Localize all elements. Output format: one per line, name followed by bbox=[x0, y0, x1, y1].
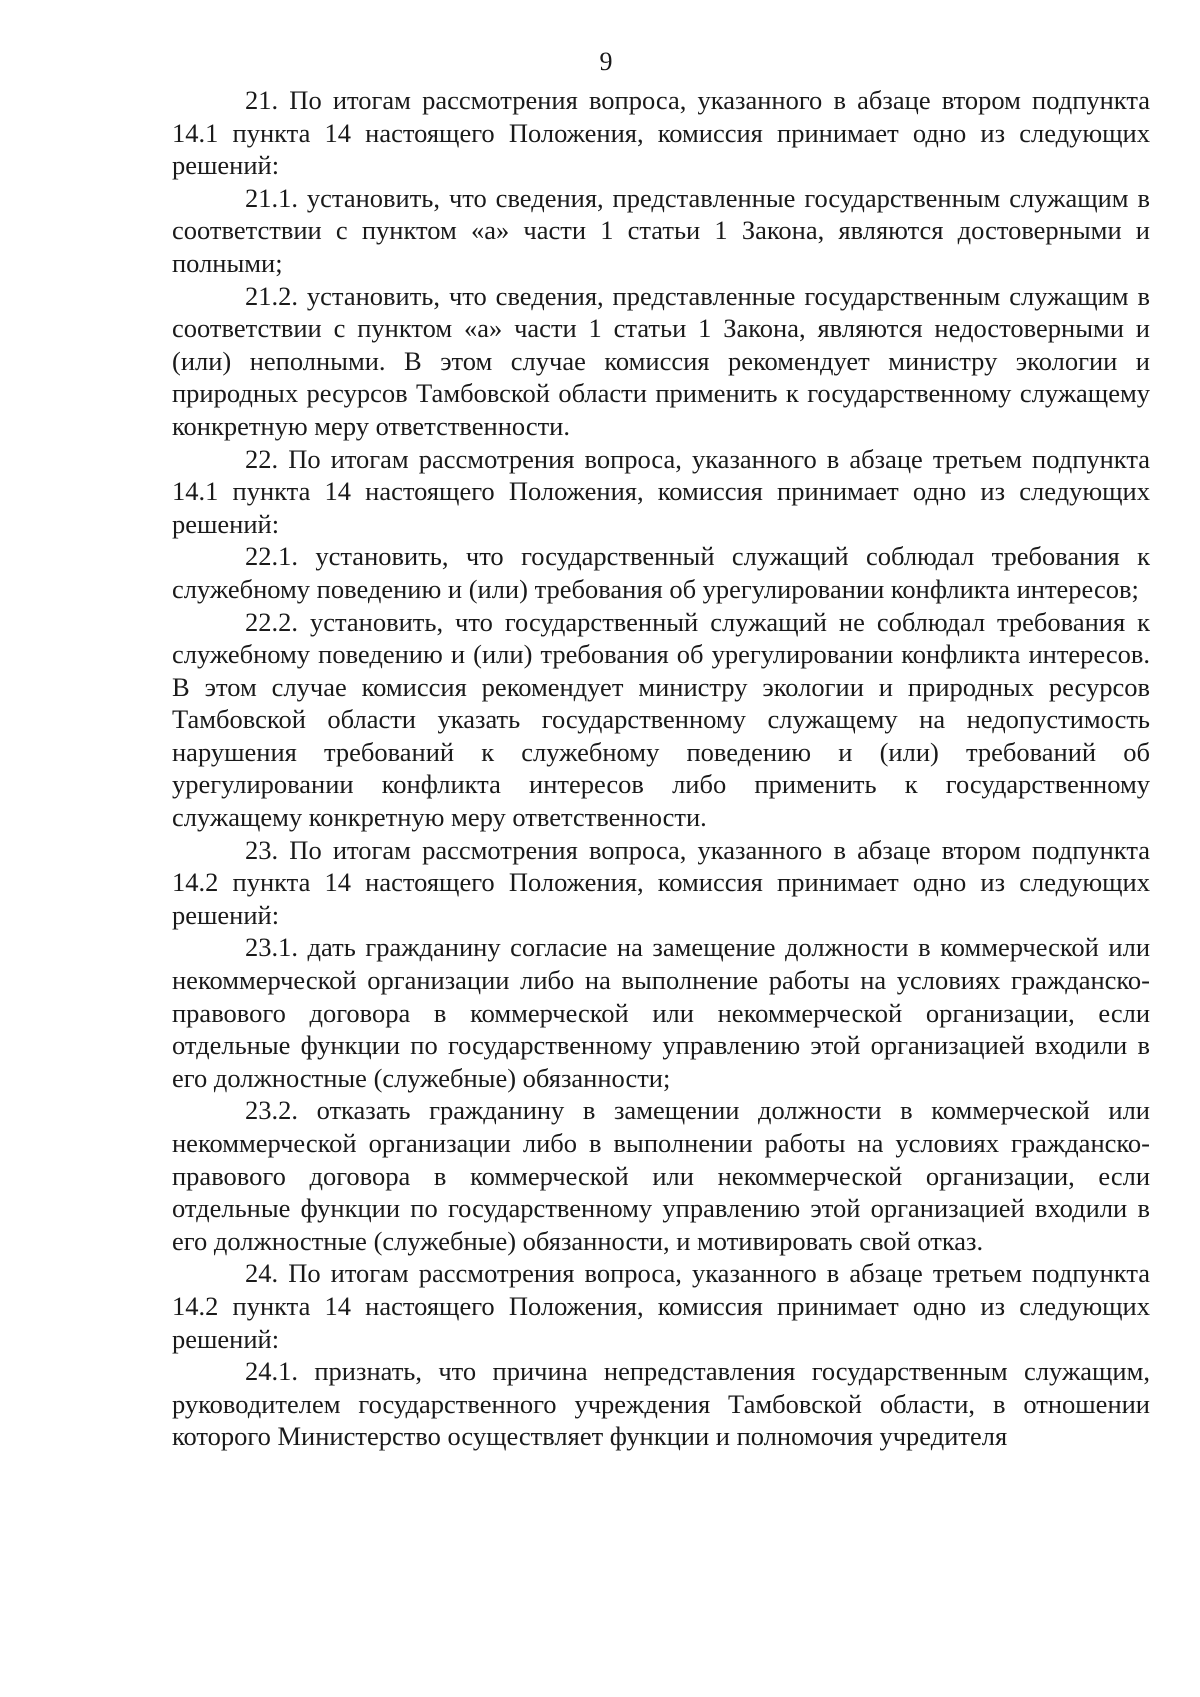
paragraph-22-2: 22.2. установить, что государственный служащий не соблюдал требования к служебному поведению и (или) требования об урегулировании конфликта интересов. В этом случае комиссия рекомендует министру экологии и природных ресурсов Тамбовской области указать государственному служащему на недопустимость нарушения требований к служебному поведению и (или) требований об урегулировании конфликта интересов либо применить к государственному служащему конкретную меру ответственности. bbox=[172, 606, 1150, 833]
paragraph-22: 22. По итогам рассмотрения вопроса, указанного в абзаце третьем подпункта 14.1 пункта 14 настоящего Положения, комиссия принимает одно из следующих решений: bbox=[172, 443, 1150, 539]
paragraph-24: 24. По итогам рассмотрения вопроса, указанного в абзаце третьем подпункта 14.2 пункта 14 настоящего Положения, комиссия принимает одно из следующих решений: bbox=[172, 1258, 1150, 1354]
page-number: 9 bbox=[599, 47, 613, 76]
paragraph-21-2: 21.2. установить, что сведения, представленные государственным служащим в соответствии с пунктом «а» части 1 статьи 1 Закона, являются недостоверными и (или) неполными. В этом случае комиссия рекомендует министру экологии и природных ресурсов Тамбовской области применить к государственному служащему конкретную меру ответственности. bbox=[172, 280, 1150, 441]
document-body bbox=[172, 84, 1150, 1453]
paragraph-21: 21. По итогам рассмотрения вопроса, указанного в абзаце втором подпункта 14.1 пункта 14 настоящего Положения, комиссия принимает одно из следующих решений: bbox=[172, 85, 1150, 181]
paragraph-22-1: 22.1. установить, что государственный служащий соблюдал требования к служебному поведению и (или) требования об урегулировании конфликта интересов; bbox=[172, 541, 1150, 604]
paragraph-23-2: 23.2. отказать гражданину в замещении должности в коммерческой или некоммерческой организации либо в выполнении работы на условиях гражданско-правового договора в коммерческой или некоммерческой организации, если отдельные функции по государственному управлению этой организацией входили в его должностные (служебные) обязанности, и мотивировать свой отказ. bbox=[172, 1095, 1150, 1256]
paragraph-21-1: 21.1. установить, что сведения, представленные государственным служащим в соответствии с пунктом «а» части 1 статьи 1 Закона, являются достоверными и полными; bbox=[172, 182, 1150, 278]
paragraph-23: 23. По итогам рассмотрения вопроса, указанного в абзаце втором подпункта 14.2 пункта 14 настоящего Положения, комиссия принимает одно из следующих решений: bbox=[172, 834, 1150, 930]
paragraph-23-1: 23.1. дать гражданину согласие на замещение должности в коммерческой или некоммерческой организации либо на выполнение работы на условиях гражданско-правового договора в коммерческой или некоммерческой организации, если отдельные функции по государственному управлению этой организацией входили в его должностные (служебные) обязанности; bbox=[172, 932, 1150, 1093]
paragraph-24-1: 24.1. признать, что причина непредставления государственным служащим, руководителем государственного учреждения Тамбовской области, в отношении которого Министерство осуществляет функции и полномочия учредителя bbox=[172, 1356, 1150, 1452]
